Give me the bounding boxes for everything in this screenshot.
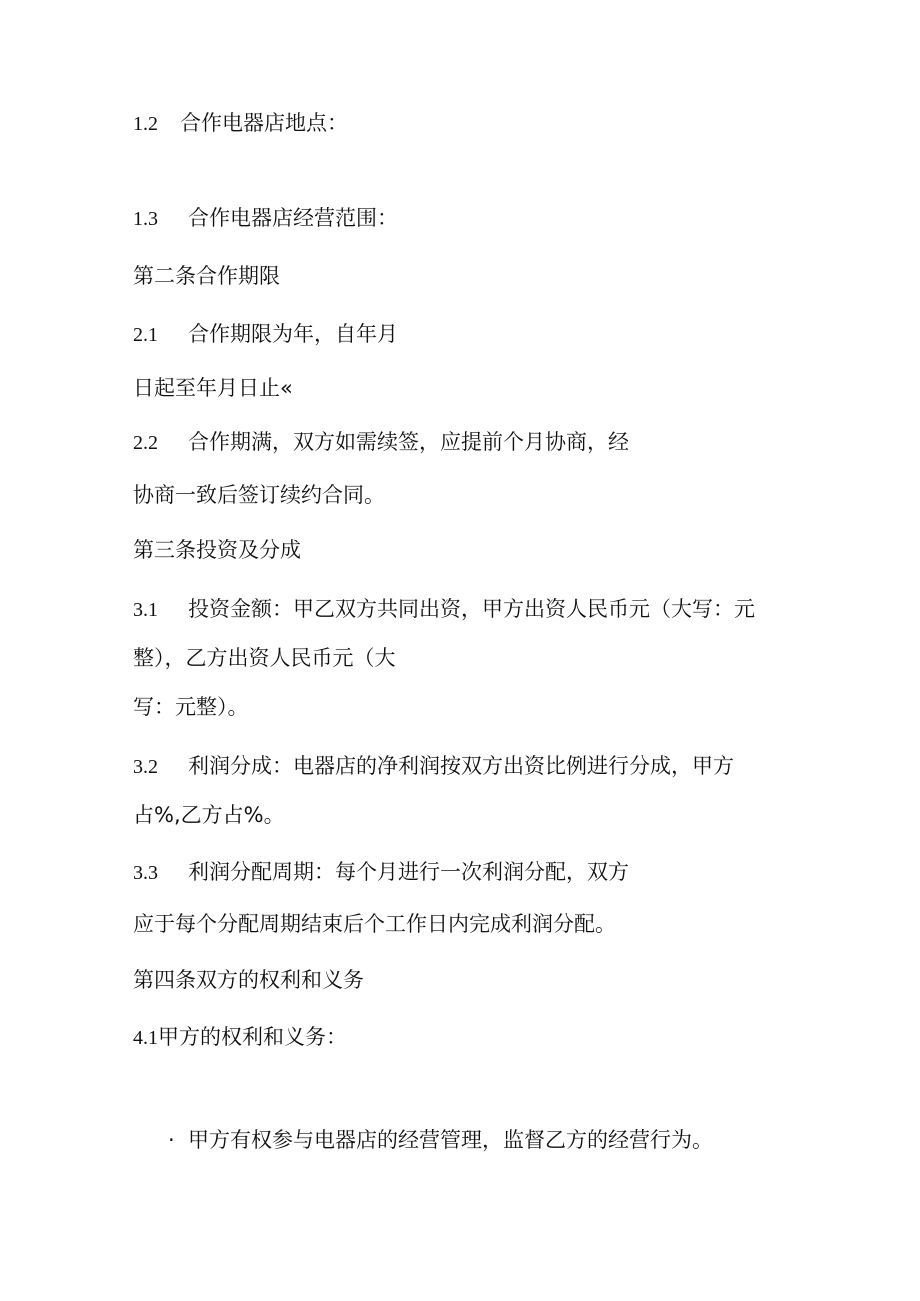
clause-2-2-continued: 协商一致后签订续约合同。 xyxy=(133,483,385,507)
clause-3-2 xyxy=(133,751,734,782)
clause-number: 2.1 xyxy=(133,324,158,346)
clause-3-2-continued: 占%,乙方占%。 xyxy=(133,803,285,827)
clause-number: 4.1 xyxy=(133,1027,158,1049)
bullet-text: 甲方有权参与电器店的经营管理，监督乙方的经营行为。 xyxy=(188,1128,713,1152)
clause-number: 2.2 xyxy=(133,432,158,454)
clause-number: 3.1 xyxy=(133,599,158,621)
clause-1-3 xyxy=(133,203,398,234)
clause-2-1 xyxy=(133,319,398,350)
clause-text: 甲方的权利和义务： xyxy=(158,1025,347,1049)
clause-3-1 xyxy=(133,594,755,625)
article-2-heading: 第二条合作期限 xyxy=(133,264,280,288)
clause-3-1-continued-2: 写：元整）。 xyxy=(133,695,249,719)
clause-3-3-continued: 应于每个分配周期结束后个工作日内完成利润分配。 xyxy=(133,912,616,936)
article-4-heading: 第四条双方的权利和义务 xyxy=(133,968,364,992)
clause-4-1 xyxy=(133,1022,347,1053)
clause-1-2 xyxy=(133,108,348,139)
clause-number: 1.2 xyxy=(133,113,158,135)
clause-number: 1.3 xyxy=(133,208,158,230)
clause-text: 投资金额：甲乙双方共同出资，甲方出资人民币元（大写：元 xyxy=(188,597,755,621)
clause-text: 合作期满，双方如需续签，应提前个月协商，经 xyxy=(188,430,629,454)
clause-text: 合作电器店地点： xyxy=(180,111,348,135)
clause-number: 3.2 xyxy=(133,756,158,778)
clause-text: 合作电器店经营范围： xyxy=(188,206,398,230)
clause-text: 利润分配周期：每个月进行一次利润分配，双方 xyxy=(188,860,629,884)
clause-2-1-continued: 日起至年月日止« xyxy=(133,376,293,400)
clause-text: 利润分成：电器店的净利润按双方出资比例进行分成，甲方 xyxy=(188,754,734,778)
clause-3-3 xyxy=(133,857,629,888)
article-3-heading: 第三条投资及分成 xyxy=(133,538,301,562)
clause-number: 3.3 xyxy=(133,862,158,884)
bullet-item xyxy=(168,1125,713,1155)
clause-2-2 xyxy=(133,427,629,458)
bullet-mark: · xyxy=(168,1128,175,1152)
clause-3-1-continued: 整），乙方出资人民币元（大 xyxy=(133,646,396,670)
clause-text: 合作期限为年，自年月 xyxy=(188,322,398,346)
